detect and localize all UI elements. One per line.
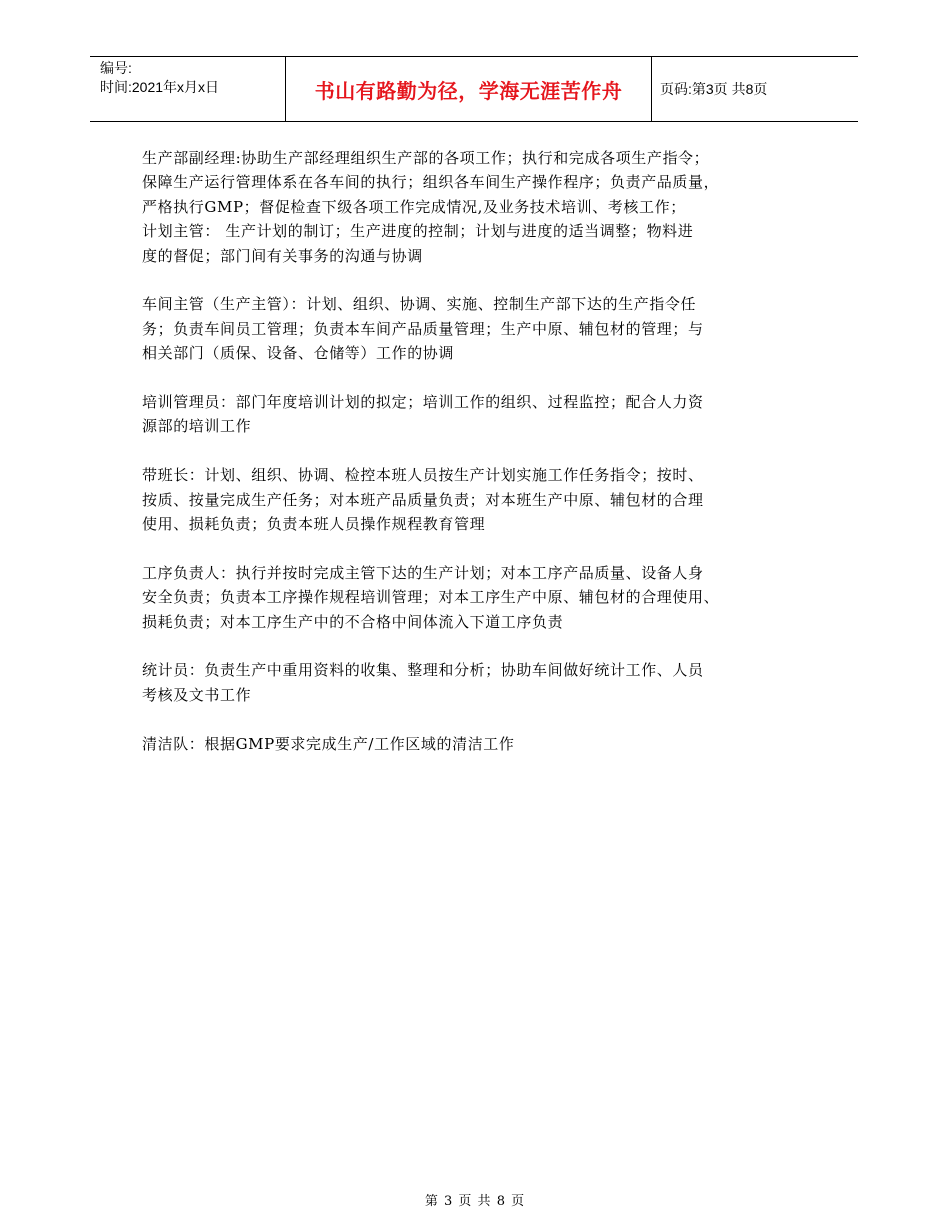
header-motto: 书山有路勤为径，学海无涯苦作舟 [286,57,652,121]
paragraph-spacer [142,268,818,292]
header-meta [90,57,286,121]
paragraph-workshop-supervisor: 车间主管（生产主管）：计划、组织、协调、实施、控制生产部下达的生产指令任 务；负责车间员工管理；负责本车间产品质量管理；生产中原、辅包材的管理；与 相关部门（质保、设备、仓储等）工作的协调 [142,295,704,363]
paragraph-cleaning-team: 清洁队：根据GMP要求完成生产/工作区域的清洁工作 [142,734,515,753]
document-time-label: 时间:2021年x月x日 [100,79,220,95]
page-footer: 第 3 页 共 8 页 [424,1194,526,1209]
document-body [142,146,818,756]
document-number-label: 编号: [100,60,132,76]
paragraph-spacer [142,707,818,731]
paragraph-process-owner: 工序负责人：执行并按时完成主管下达的生产计划；对本工序产品质量、设备人身 安全负责；负责本工序操作规程培训管理；对本工序生产中原、辅包材的合理使用、 损耗负责；对本工序生产中的不合格中间体流入下道工序负责 [142,563,720,631]
paragraph-spacer [142,634,818,658]
paragraph-shift-leader: 带班长：计划、组织、协调、检控本班人员按生产计划实施工作任务指令；按时、 按质、按量完成生产任务；对本班产品质量负责；对本班生产中原、辅包材的合理 使用、损耗负责；负责本班人员操作规程教育管理 [142,466,704,534]
paragraph-spacer [142,439,818,463]
paragraph-statistician: 统计员：负责生产中重用资料的收集、整理和分析；协助车间做好统计工作、人员 考核及文书工作 [142,661,704,704]
paragraph-spacer [142,536,818,560]
paragraph-spacer [142,366,818,390]
paragraph-planning-supervisor: 计划主管： 生产计划的制订；生产进度的控制；计划与进度的适当调整；物料进 度的督促；部门间有关事务的沟通与协调 [142,222,694,265]
page-header [90,56,858,122]
header-page-info: 页码:第3页 共8页 [660,81,768,97]
paragraph-training-administrator: 培训管理员：部门年度培训计划的拟定；培训工作的组织、过程监控；配合人力资 源部的培训工作 [142,393,704,436]
paragraph-deputy-production-manager: 生产部副经理:协助生产部经理组织生产部的各项工作；执行和完成各项生产指令； 保障生产运行管理体系在各车间的执行；组织各车间生产操作程序；负责产品质量， 严格执行GMP；督促检查下级各项工作完成情况,及业务技术培训、考核工作； [142,149,720,216]
